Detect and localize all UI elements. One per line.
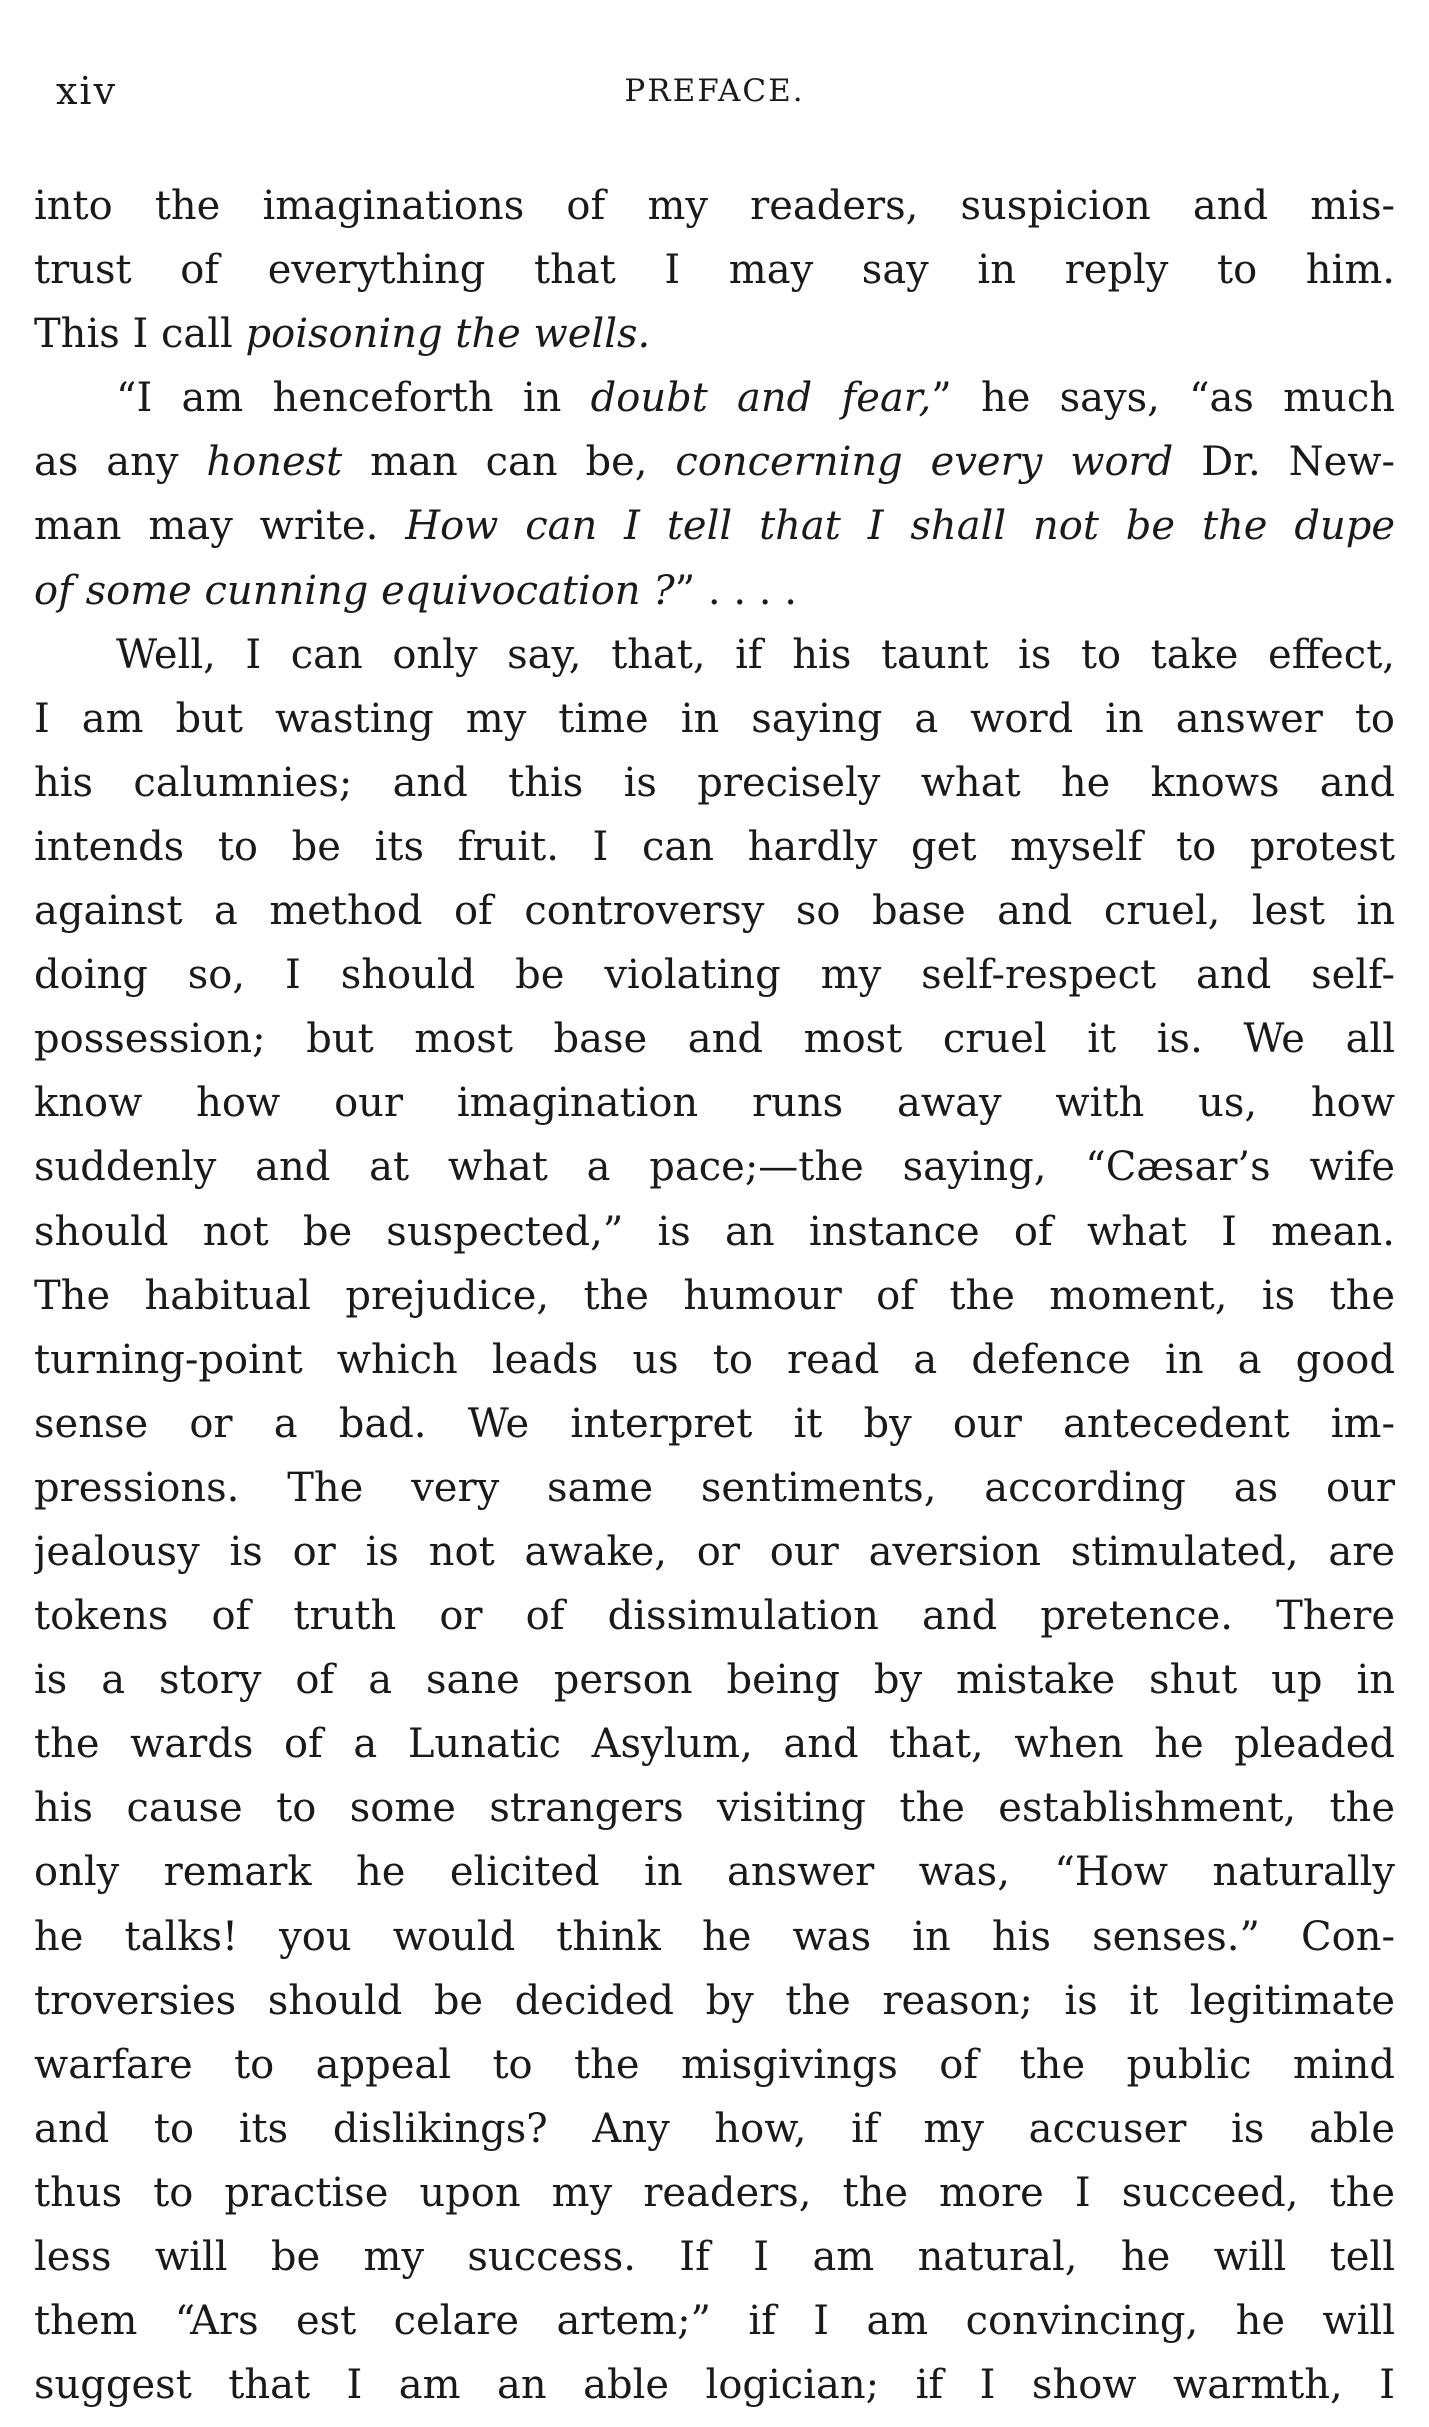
text-segment: ” . . . . [674, 567, 797, 614]
text-line [34, 1648, 1395, 1712]
text-segment: Well, I can only say, that, if his taunt is to take effect, [116, 631, 1395, 678]
text-line [34, 2161, 1395, 2225]
page-number: xiv [56, 69, 118, 113]
text-segment: he talks! you would think he was in his senses.” Con- [34, 1913, 1395, 1960]
text-segment: man may write. [34, 503, 406, 550]
text-line [34, 2353, 1395, 2417]
text-line [34, 559, 1395, 623]
text-segment: trust of everything that I may say in reply to him. [34, 247, 1395, 294]
text-segment: ” he says, “as much [931, 375, 1395, 422]
text-line [34, 1840, 1395, 1904]
text-line [34, 1905, 1395, 1969]
text-segment: should not be suspected,” is an instance of what I mean. [34, 1208, 1395, 1255]
body-text [34, 174, 1395, 2417]
text-line [34, 174, 1395, 238]
text-line [34, 494, 1395, 558]
text-line [34, 430, 1395, 494]
text-line [34, 1712, 1395, 1776]
text-segment: warfare to appeal to the misgivings of the public mind [34, 2041, 1395, 2088]
text-segment: The habitual prejudice, the humour of the moment, is the [34, 1272, 1395, 1319]
running-head [34, 58, 1395, 124]
text-line [34, 1071, 1395, 1135]
text-line [34, 943, 1395, 1007]
text-line [34, 1456, 1395, 1520]
text-segment: as any [34, 439, 207, 486]
italic-text: honest [206, 439, 343, 486]
text-segment: them “Ars est celare artem;” if I am convincing, he will [34, 2298, 1395, 2345]
text-segment: against a method of controversy so base and cruel, lest in [34, 888, 1395, 935]
text-line [34, 1520, 1395, 1584]
text-line [34, 2097, 1395, 2161]
text-segment: Dr. New- [1173, 439, 1395, 486]
text-line [34, 879, 1395, 943]
text-segment: know how our imagination runs away with us, how [34, 1080, 1395, 1127]
text-line [34, 1969, 1395, 2033]
text-line [34, 2225, 1395, 2289]
text-segment: troversies should be decided by the reason; is it legitimate [34, 1977, 1395, 2024]
text-segment: jealousy is or is not awake, or our aversion stimulated, are [34, 1528, 1395, 1575]
text-segment: suggest that I am an able logician; if I show warmth, I [34, 2362, 1395, 2409]
text-line [34, 366, 1395, 430]
text-segment: man can be, [342, 439, 676, 486]
text-segment: sense or a bad. We interpret it by our antecedent im- [34, 1400, 1395, 1447]
text-line [34, 1584, 1395, 1648]
text-segment: his cause to some strangers visiting the establishment, the [34, 1785, 1395, 1832]
text-line [34, 1776, 1395, 1840]
italic-text: doubt and fear, [590, 375, 932, 422]
italic-text: of some cunning equivocation ? [34, 567, 675, 614]
text-segment: possession; but most base and most cruel it is. We all [34, 1016, 1395, 1063]
text-segment: turning-point which leads us to read a defence in a good [34, 1336, 1395, 1383]
text-segment: only remark he elicited in answer was, “How naturally [34, 1849, 1395, 1896]
text-segment: suddenly and at what a pace;—the saying, “Cæsar’s wife [34, 1144, 1395, 1191]
text-line [34, 1264, 1395, 1328]
italic-text: How can I tell that I shall not be the dupe [405, 503, 1395, 550]
text-segment: his calumnies; and this is precisely what he knows and [34, 759, 1395, 806]
text-segment: I am but wasting my time in saying a word in answer to [34, 695, 1395, 742]
text-segment: is a story of a sane person being by mistake shut up in [34, 1657, 1395, 1704]
text-segment: tokens of truth or of dissimulation and pretence. There [34, 1593, 1395, 1640]
text-line [34, 1328, 1395, 1392]
text-line [34, 238, 1395, 302]
text-line [34, 687, 1395, 751]
text-line [34, 1200, 1395, 1264]
text-line [34, 815, 1395, 879]
text-segment: “I am henceforth in [116, 375, 591, 422]
text-line [34, 1007, 1395, 1071]
text-segment: doing so, I should be violating my self-respect and self- [34, 952, 1395, 999]
text-segment: less will be my success. If I am natural, he will tell [34, 2234, 1395, 2280]
text-segment: intends to be its fruit. I can hardly get myself to protest [34, 823, 1395, 870]
text-segment: This I call [34, 311, 246, 358]
text-line [34, 1392, 1395, 1456]
text-line [34, 623, 1395, 687]
text-segment: pressions. The very same sentiments, according as our [34, 1464, 1395, 1511]
section-title: PREFACE. [624, 73, 805, 109]
text-line [34, 302, 1395, 366]
text-segment: thus to practise upon my readers, the more I succeed, the [34, 2169, 1395, 2216]
text-line [34, 751, 1395, 815]
text-segment: and to its dislikings? Any how, if my accuser is able [34, 2105, 1395, 2152]
text-line [34, 1135, 1395, 1199]
italic-text: poisoning the wells. [245, 311, 651, 358]
text-segment: the wards of a Lunatic Asylum, and that, when he pleaded [34, 1721, 1395, 1768]
text-line [34, 2033, 1395, 2097]
italic-text: concerning every word [675, 439, 1174, 486]
text-line [34, 2289, 1395, 2353]
text-segment: into the imaginations of my readers, suspicion and mis- [34, 183, 1395, 229]
